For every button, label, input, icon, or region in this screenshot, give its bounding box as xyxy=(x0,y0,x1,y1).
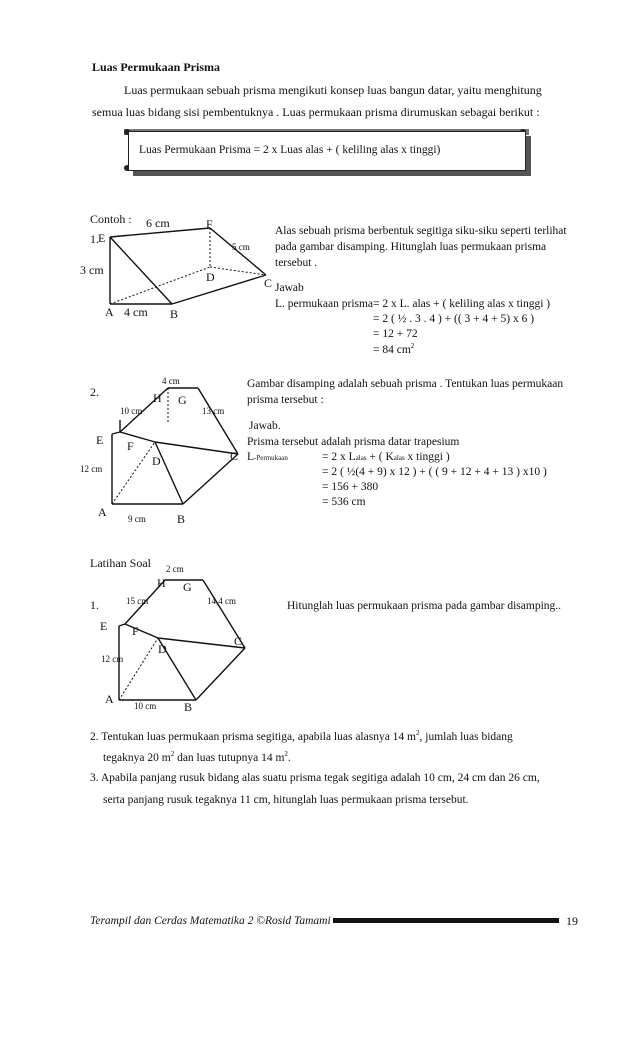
label-left-top: 10 cm xyxy=(120,406,143,416)
formula-text: Luas Permukaan Prisma = 2 x Luas alas + ( keliling alas x tinggi) xyxy=(139,144,441,156)
label-top: 6 cm xyxy=(146,216,170,230)
vertex-A: A xyxy=(105,692,114,706)
exercise-number-1: 1. xyxy=(90,598,99,612)
ex1-answer-step-4 xyxy=(373,342,414,356)
edge-BC xyxy=(196,648,245,700)
label-right-top: 14,4 cm xyxy=(207,596,236,606)
ex1-answer-step-2: = 2 ( ½ . 3 . 4 ) + (( 3 + 4 + 5) x 6 ) xyxy=(373,313,535,325)
intro-line-1: Luas permukaan sebuah prisma mengikuti konsep luas bangun datar, yaitu menghitung xyxy=(124,83,542,97)
ex2-eq-1-c: x tinggi ) xyxy=(407,451,450,463)
label-height: 12 cm xyxy=(101,654,124,664)
label-left: 3 cm xyxy=(80,263,104,277)
edge-BC xyxy=(172,275,266,304)
vertex-E: E xyxy=(96,433,104,447)
exercise-question-2-line-1 xyxy=(90,729,513,743)
ex1-answer-step-1: = 2 x L. alas + ( keliling alas x tinggi ) xyxy=(373,298,551,310)
vertex-E: E xyxy=(100,619,108,633)
hidden-edge-AD xyxy=(110,267,210,304)
ex2-eq-1-sub: alas xyxy=(355,454,367,462)
vertex-E: E xyxy=(98,231,106,245)
vertex-C: C xyxy=(234,634,243,648)
vertex-H: H xyxy=(153,391,162,405)
edge-DB xyxy=(155,442,183,504)
label-top: 4 cm xyxy=(162,376,180,386)
ex2-lhs-main: L xyxy=(247,451,255,463)
footer-divider xyxy=(333,918,559,923)
vertex-G: G xyxy=(183,580,192,594)
example-number: 1. xyxy=(90,232,99,246)
label-bottom: 9 cm xyxy=(128,514,146,524)
vertex-C: C xyxy=(264,276,273,290)
label-right: 5 cm xyxy=(232,242,250,252)
edge-GC xyxy=(198,388,238,454)
ex2-question-2: prisma tersebut : xyxy=(247,394,324,406)
q2-line2-sup2: 2 xyxy=(284,750,288,758)
ex1-answer-label: Jawab xyxy=(275,282,304,294)
ex1-answer-sup: 2 xyxy=(410,342,415,350)
ex1-answer-lhs: L. permukaan prisma xyxy=(275,298,374,310)
edge-DC xyxy=(155,442,238,454)
edge-DC xyxy=(158,638,245,648)
q2-line2-a: tegaknya 20 m xyxy=(103,751,171,764)
vertex-D: D xyxy=(206,270,215,284)
ex2-eq-3: = 156 + 380 xyxy=(322,481,379,493)
label-bottom: 10 cm xyxy=(134,701,157,711)
ex1-question-2: pada gambar disamping. Hitunglah luas permukaan prisma xyxy=(275,241,547,253)
ex1-answer-result: = 84 cm xyxy=(373,343,411,356)
q2-sup: 2 xyxy=(416,729,420,737)
vertex-D: D xyxy=(152,454,161,468)
example-label: Contoh : xyxy=(90,212,132,226)
ex2-eq-1 xyxy=(322,451,450,463)
vertex-F: F xyxy=(132,624,139,638)
edge-FD xyxy=(120,432,155,442)
ex1-question-1: Alas sebuah prisma berbentuk segitiga siku-siku seperti terlihat xyxy=(275,225,567,237)
exercise-question-2-line-2 xyxy=(103,750,291,764)
edge-FD xyxy=(125,624,158,638)
q2-line2-b: dan luas tutupnya 14 m xyxy=(174,751,285,764)
page-number: 19 xyxy=(566,914,578,928)
prism-figure-2 xyxy=(80,372,250,528)
vertex-B: B xyxy=(184,700,193,714)
ex2-eq-1-sub2: alas xyxy=(393,454,405,462)
section-title: Luas Permukaan Prisma xyxy=(92,60,221,74)
q2-text-a: 2. Tentukan luas permukaan prisma segitiga, apabila luas alasnya 14 m xyxy=(90,730,417,743)
prism-figure-1 xyxy=(78,212,278,324)
label-height: 12 cm xyxy=(80,464,103,474)
prism-figure-3 xyxy=(90,560,255,715)
hidden-edge-AD xyxy=(119,638,158,700)
edge-F-link xyxy=(112,432,120,434)
ex2-question-1: Gambar disamping adalah sebuah prisma . Tentukan luas permukaan xyxy=(247,378,564,390)
ex2-answer-label: Jawab. xyxy=(249,420,281,432)
ex2-answer-line-1: Prisma tersebut adalah prisma datar trapesium xyxy=(247,436,460,448)
formula-box xyxy=(128,131,526,171)
label-top: 2 cm xyxy=(166,564,184,574)
ex1-answer-step-3: = 12 + 72 xyxy=(373,328,418,340)
vertex-B: B xyxy=(177,512,186,526)
edge-E-link xyxy=(119,624,125,626)
q2-line2-sup1: 2 xyxy=(170,750,175,758)
ex2-eq-1-b: + ( K xyxy=(369,451,394,463)
ex2-eq-2: = 2 ( ½(4 + 9) x 12 ) + ( ( 9 + 12 + 4 + 13 ) x10 ) xyxy=(322,466,547,478)
edge-EB xyxy=(110,237,172,304)
exercise-question-3-line-1: 3. Apabila panjang rusuk bidang alas suatu prisma tegak segitiga adalah 10 cm, 24 cm dan 26 cm, xyxy=(90,772,540,784)
vertex-D: D xyxy=(158,642,167,656)
vertex-F: F xyxy=(127,439,134,453)
vertex-A: A xyxy=(98,505,107,519)
label-left-top: 15 cm xyxy=(126,596,149,606)
ex2-lhs xyxy=(247,451,288,463)
exercise-question-3-line-2: serta panjang rusuk tegaknya 11 cm, hitunglah luas permukaan prisma tersebut. xyxy=(103,794,469,806)
example2-number: 2. xyxy=(90,385,99,399)
exercise-question-1: Hitunglah luas permukaan prisma pada gambar disamping.. xyxy=(287,600,562,612)
q2-text-b: , jumlah luas bidang xyxy=(419,730,513,743)
vertex-C: C xyxy=(230,449,239,463)
footer-text: Terampil dan Cerdas Matematika 2 ©Rosid Tamami xyxy=(90,915,331,927)
intro-line-2: semua luas bidang sisi pembentuknya . Luas permukaan prisma dirumuskan sebagai berikut : xyxy=(92,105,540,119)
vertex-F: F xyxy=(206,217,213,231)
ex1-question-3: tersebut . xyxy=(275,257,318,269)
label-bottom: 4 cm xyxy=(124,305,148,319)
ex2-eq-4: = 536 cm xyxy=(322,496,366,508)
vertex-A: A xyxy=(105,305,114,319)
q2-line2-c: . xyxy=(287,751,291,764)
exercise-title: Latihan Soal xyxy=(90,556,151,570)
vertex-H: H xyxy=(157,576,166,590)
vertex-G: G xyxy=(178,393,187,407)
ex2-eq-1-a: = 2 x L xyxy=(322,451,356,463)
ex2-lhs-sub: -Permukaan xyxy=(254,454,288,462)
vertex-B: B xyxy=(170,307,179,321)
label-right-top: 13 cm xyxy=(202,406,225,416)
